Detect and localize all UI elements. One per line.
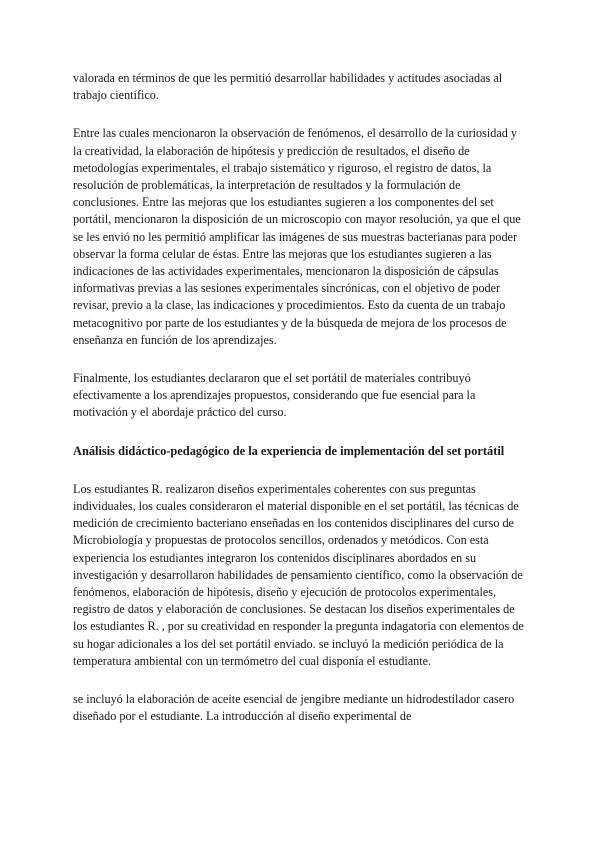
section-heading: Análisis didáctico-pedagógico de la experiencia de implementación del set portátil [73, 443, 505, 458]
paragraph-analysis: Los estudiantes R. realizaron diseños experimentales coherentes con sus preguntas individuales, los cuales consideraron el material disponible en el set portátil, las técnicas de medición de crecimiento bacteriano enseñadas en los contenidos disciplinares del curso de Microbiología y propuestas de protocolos sencillos, ordenados y metódicos. Con esta experiencia los estudiantes integraron los contenidos disciplinares abordados en su investigación y desarrollaron habilidades de pensamiento científico, como la observación de fenómenos, elaboración de hipótesis, diseño y ejecución de protocolos experimentales, registro de datos y elaboración de conclusiones. Se destacan los diseños experimentales de los estudiantes R. , por su creatividad en responder la pregunta indagatoria con elementos de su hogar adicionales a los del set portátil enviado. se incluyó la medición periódica de la temperatura ambiental con un termómetro del cual disponía el estudiante. [73, 481, 524, 668]
paragraph-conclusion: Finalmente, los estudiantes declararon que el set portátil de materiales contribuyó efectivamente a los aprendizajes propuestos, considerando que fue esencial para la motivación y el abordaje práctico del curso. [73, 371, 476, 420]
paragraph-intro-continuation: valorada en términos de que les permitió desarrollar habilidades y actitudes asociadas al trabajo científico. [73, 71, 503, 103]
paragraph-analysis-continued: se incluyó la elaboración de aceite esencial de jengibre mediante un hidrodestilador casero diseñado por el estudiante. La introducción al diseño experimental de [73, 692, 515, 724]
paragraph-skills-and-improvements: Entre las cuales mencionaron la observación de fenómenos, el desarrollo de la curiosidad y la creatividad, la elaboración de hipótesis y predicción de resultados, el diseño de metodologías experimentales, el trabajo sistemático y riguroso, el registro de datos, la resolución de problemáticas, la interpretación de resultados y la formulación de conclusiones. Entre las mejoras que los estudiantes sugieren a los componentes del set portátil, mencionaron la disposición de un microscopio con mayor resolución, ya que el que se les envió no les permitió amplificar las imágenes de sus muestras bacterianas para poder observar la forma celular de éstas. Entre las mejoras que los estudiantes sugieren a las indicaciones de las actividades experimentales, mencionaron la disposición de cápsulas informativas previas a las sesiones experimentales sincrónicas, con el objetivo de poder revisar, previo a la clase, las indicaciones y procedimientos. Esto da cuenta de un trabajo metacognitivo por parte de los estudiantes y de la búsqueda de mejora de los procesos de enseñanza en función de los aprendizajes. [73, 126, 521, 347]
document-body [73, 70, 528, 747]
